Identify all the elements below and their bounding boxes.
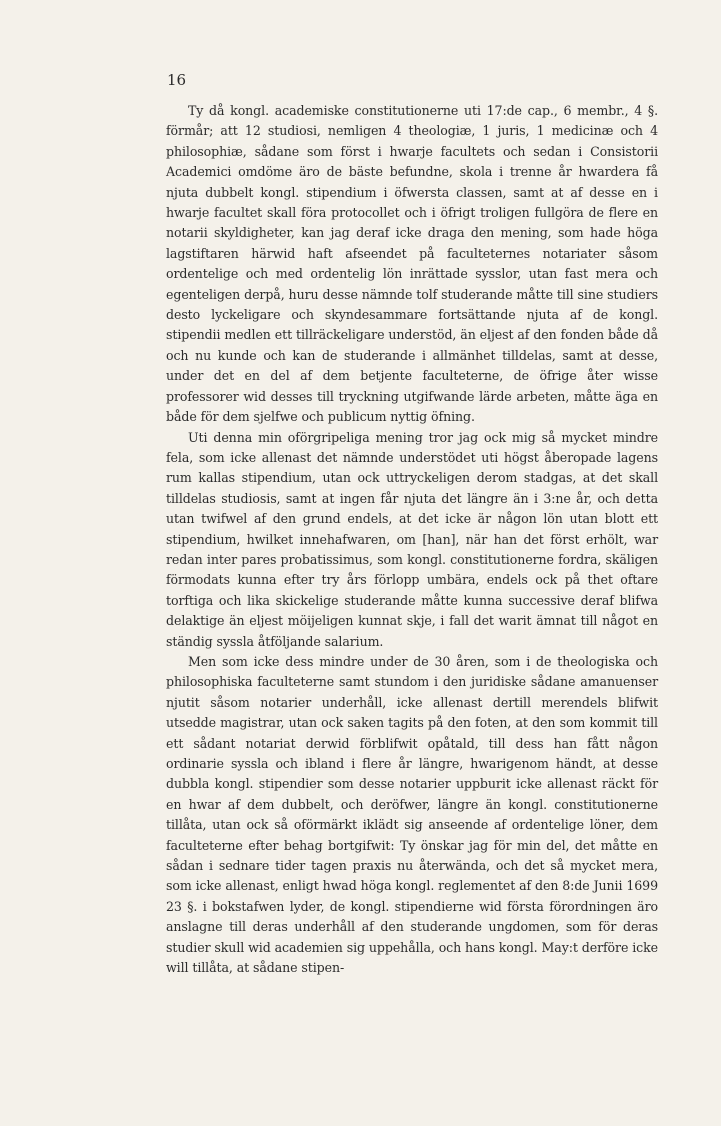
- paragraph-1: Ty då kongl. academiske constitutionerne uti 17:de cap., 6 membr., 4 §. förmår; att 12 studiosi, nemligen 4 theologiæ, 1 juris, 1 medicinæ och 4 philosophiæ, sådane som först i hwarje facultets och sedan i Consistorii Academici omdöme äro de bäste befundne, skola i trenne år hwardera få njuta dubbelt kongl. stipendium i öfwersta classen, samt at af desse en i hwarje facultet skall föra protocollet och i öfrigt troligen fullgöra de flere en notarii skyldigheter, kan jag deraf icke draga den mening, som hade höga lagstiftaren härwid haft afseendet på faculteternes notariater såsom ordentelige och med ordentelig lön inrättade sysslor, utan fast mera och egenteligen derpå, huru desse nämnde tolf studerande måtte till sine studiers desto lyckeligare och skyndesammare fortsättande njuta af de kongl. stipendii medlen ett tillräckeligare understöd, än eljest af den fonden både då och nu kunde och kan de studerande i allmänhet tilldelas, samt at desse, under det en del af dem betjente faculteterne, de öfrige åter wisse professorer wid desses till tryckning utgifwande lärde arbeten, måtte äga en både för dem sjelfwe och publicum nyttig öfning.: [166, 103, 658, 425]
- page-number: 16: [167, 71, 187, 89]
- paragraph-2: Uti denna min oförgripeliga mening tror jag ock mig så mycket mindre fela, som icke allenast det nämnde understödet uti högst åberopade lagens rum kallas stipendium, utan ock uttryckeligen derom stadgas, at det skall tilldelas studiosis, samt at ingen får njuta det längre än i 3:ne år, och detta utan twifwel af den grund endels, at det icke är någon lön utan blott ett stipendium, hwilket innehafwaren, om [han], när han det först erhölt, war redan inter pares probatissimus, som kongl. constitutionerne fordra, skäligen förmodats kunna efter try års förlopp umbära, endels ock på thet oftare torftiga och lika skickelige studerande måtte kunna successive deraf blifwa delaktige än eljest möijeligen kunnat skje, i fall det warit ämnat till något en ständig syssla åtföljande salarium.: [166, 429, 658, 649]
- paragraph-3: Men som icke dess mindre under de 30 åren, som i de theologiska och philosophiska faculteterne samt stundom i den juridiske sådane amanuenser njutit såsom notarier underhåll, icke allenast dertill merendels blifwit utsedde magistrar, utan ock saken tagits på den foten, at den som kommit till ett sådant notariat derwid förblifwit opåtald, till dess han fått någon ordinarie syssla och ibland i flere år längre, hwarigenom händt, at desse dubbla kongl. stipendier som desse notarier uppburit icke allenast räckt för en hwar af dem dubbelt, och deröfwer, längre än kongl. constitutionerne tillåta, utan ock så oförmärkt iklädt sig anseende af ordentelige löner, dem faculteterne efter behag bortgifwit: Ty önskar jag för min del, det måtte en sådan i sednare tider tagen praxis nu återwända, och det så mycket mera, som icke allenast, enligt hwad höga kongl. reglementet af den 8:de Junii 1699 23 §. i bokstafwen lyder, de kongl. stipendierne wid första förordningen äro anslagne till deras underhåll af den studerande ungdomen, som för deras studier skull wid academien sig uppehålla, och hans kongl. May:t derföre icke will tillåta, at sådane stipen-: [166, 653, 658, 976]
- body-text: [166, 101, 658, 978]
